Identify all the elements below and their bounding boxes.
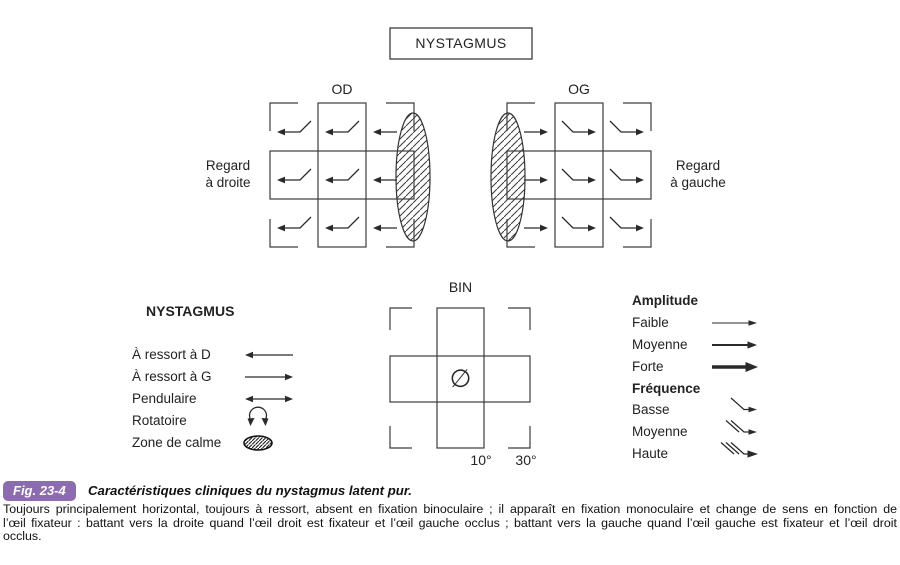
og-bracket-bottom-right (623, 219, 651, 247)
hatched-ellipse-icon (244, 436, 272, 450)
og-jerk-arrows (524, 121, 644, 231)
og-grid (507, 103, 651, 247)
gaze-left-label (648, 157, 748, 191)
frequence-item-basse: Basse (632, 402, 670, 417)
arrow-left-icon (245, 352, 293, 358)
amplitude-title: Amplitude (632, 293, 698, 308)
od-center-row-rect (270, 151, 414, 199)
og-center-row-rect (507, 151, 651, 199)
gaze-right-line2: à droite (205, 175, 251, 190)
od-bracket-top-left (270, 103, 298, 131)
od-center-column-rect (318, 103, 366, 247)
amplitude-item-forte: Forte (632, 359, 664, 374)
bin-bracket-bottom-right (508, 426, 530, 448)
frequence-item-haute: Haute (632, 446, 669, 461)
gaze-left-line2: à gauche (670, 175, 726, 190)
frequence-item-moyenne: Moyenne (632, 424, 688, 439)
od-bracket-bottom-left (270, 219, 298, 247)
caption-body (3, 503, 897, 544)
deg-30-label: 30° (515, 452, 537, 468)
caption-body-line3: occlus. (3, 529, 42, 544)
og-center-column-rect (555, 103, 603, 247)
bin-bracket-top-left (390, 308, 412, 330)
medium-right-arrow-icon (712, 341, 757, 348)
od-calm-zone-ellipse (396, 113, 430, 241)
right-arrow-1-slash-icon (731, 398, 757, 412)
gaze-left-line1: Regard (675, 158, 721, 173)
frequence-title: Fréquence (632, 381, 701, 396)
legend-item-pendulaire: Pendulaire (132, 391, 197, 406)
caption-body-line1: Toujours principalement horizontal, toujours à ressort, absent en fixation binoculaire ; il apparaît en fixation monoculaire et change de sens en fonction de (3, 502, 897, 516)
legend-left-title: NYSTAGMUS (146, 303, 235, 319)
gaze-right-label (178, 157, 278, 191)
og-label: OG (568, 81, 590, 97)
og-bracket-top-right (623, 103, 651, 131)
legend-item-zone-de-calme: Zone de calme (132, 435, 222, 450)
arrow-right-icon (245, 374, 293, 380)
gaze-right-line1: Regard (205, 158, 251, 173)
thin-right-arrow-icon (712, 320, 757, 326)
legend-item-rotatoire: Rotatoire (132, 413, 187, 428)
od-jerk-arrows (277, 121, 397, 231)
deg-10-label: 10° (470, 452, 492, 468)
legend-item-ressort-d: À ressort à D (132, 347, 211, 362)
bin-bracket-bottom-left (390, 426, 412, 448)
og-calm-zone-ellipse (491, 113, 525, 241)
bin-bracket-top-right (508, 308, 530, 330)
legend-right-symbols (712, 320, 758, 457)
rotary-arc-arrow-icon (248, 407, 269, 426)
null-zone-symbol: ∅ (449, 363, 472, 393)
right-arrow-3-slash-icon (721, 443, 758, 458)
nystagmus-title: NYSTAGMUS (415, 35, 507, 51)
amplitude-item-moyenne: Moyenne (632, 337, 688, 352)
right-arrow-2-slash-icon (726, 421, 757, 435)
caption-title: Caractéristiques cliniques du nystagmus latent pur. (88, 483, 412, 498)
od-grid (270, 103, 414, 247)
legend-left-symbols (244, 352, 293, 450)
caption-body-line2: l’œil fixateur : battant vers la droite quand l’œil droit est fixateur et l’œil gauche occlus ; battant vers la gauche quand l’œil gauche est fixateur et l’œil droit (3, 515, 897, 530)
od-label: OD (331, 81, 353, 97)
arrow-left-right-icon (245, 396, 293, 402)
amplitude-item-faible: Faible (632, 315, 669, 330)
legend-item-ressort-g: À ressort à G (132, 369, 212, 384)
bin-label: BIN (448, 279, 473, 295)
thick-right-arrow-icon (712, 362, 758, 372)
figure-badge: Fig. 23-4 (3, 481, 76, 501)
